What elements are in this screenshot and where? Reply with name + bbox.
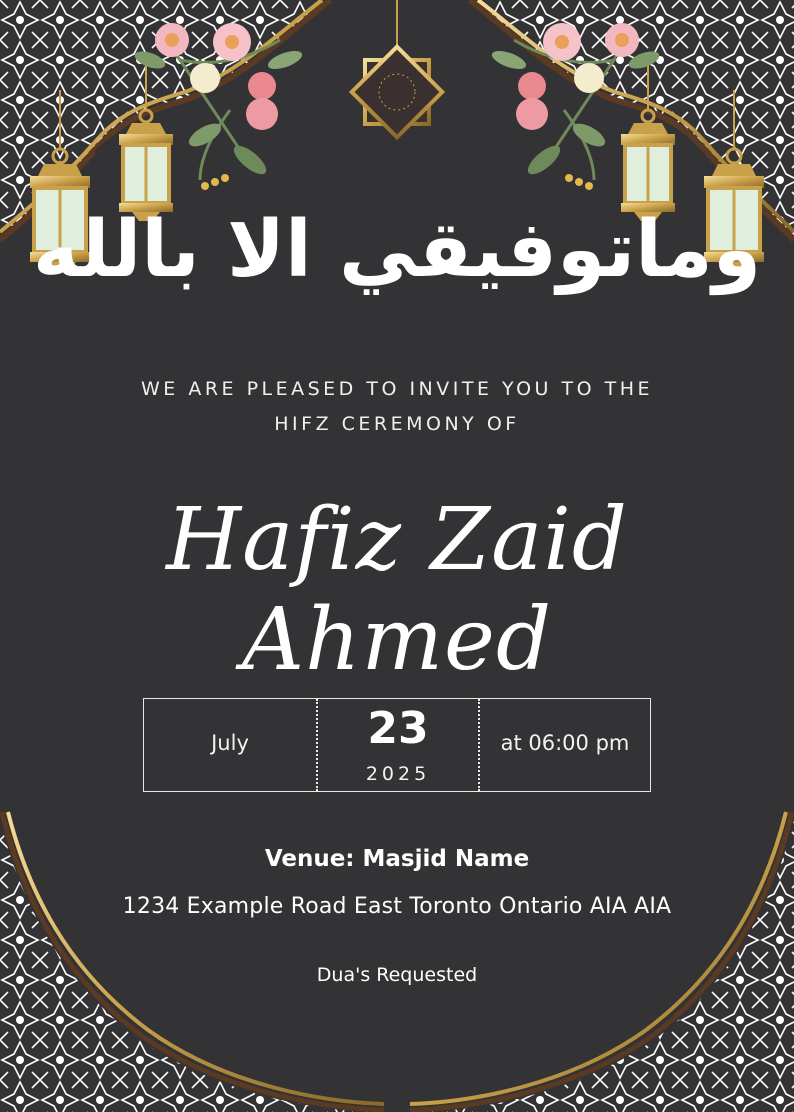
duas-requested-note: Dua's Requested: [316, 964, 478, 986]
arabic-calligraphy: وماتوفيقي الا بالله: [32, 205, 762, 295]
date-year: 2025: [365, 763, 431, 785]
date-month: July: [211, 731, 249, 755]
event-time: at 06:00 pm: [500, 731, 630, 755]
venue-label: Venue: Masjid Name: [264, 846, 530, 872]
date-box: [143, 698, 651, 792]
venue-address: 1234 Example Road East Toronto Ontario AIA AIA: [122, 894, 672, 919]
date-day: 23: [367, 703, 429, 754]
invitation-line-2: HIFZ CEREMONY OF: [274, 413, 520, 435]
invitation-line-1: WE ARE PLEASED TO INVITE YOU TO THE: [141, 378, 653, 400]
honoree-name: Hafiz Zaid Ahmed: [166, 490, 628, 690]
